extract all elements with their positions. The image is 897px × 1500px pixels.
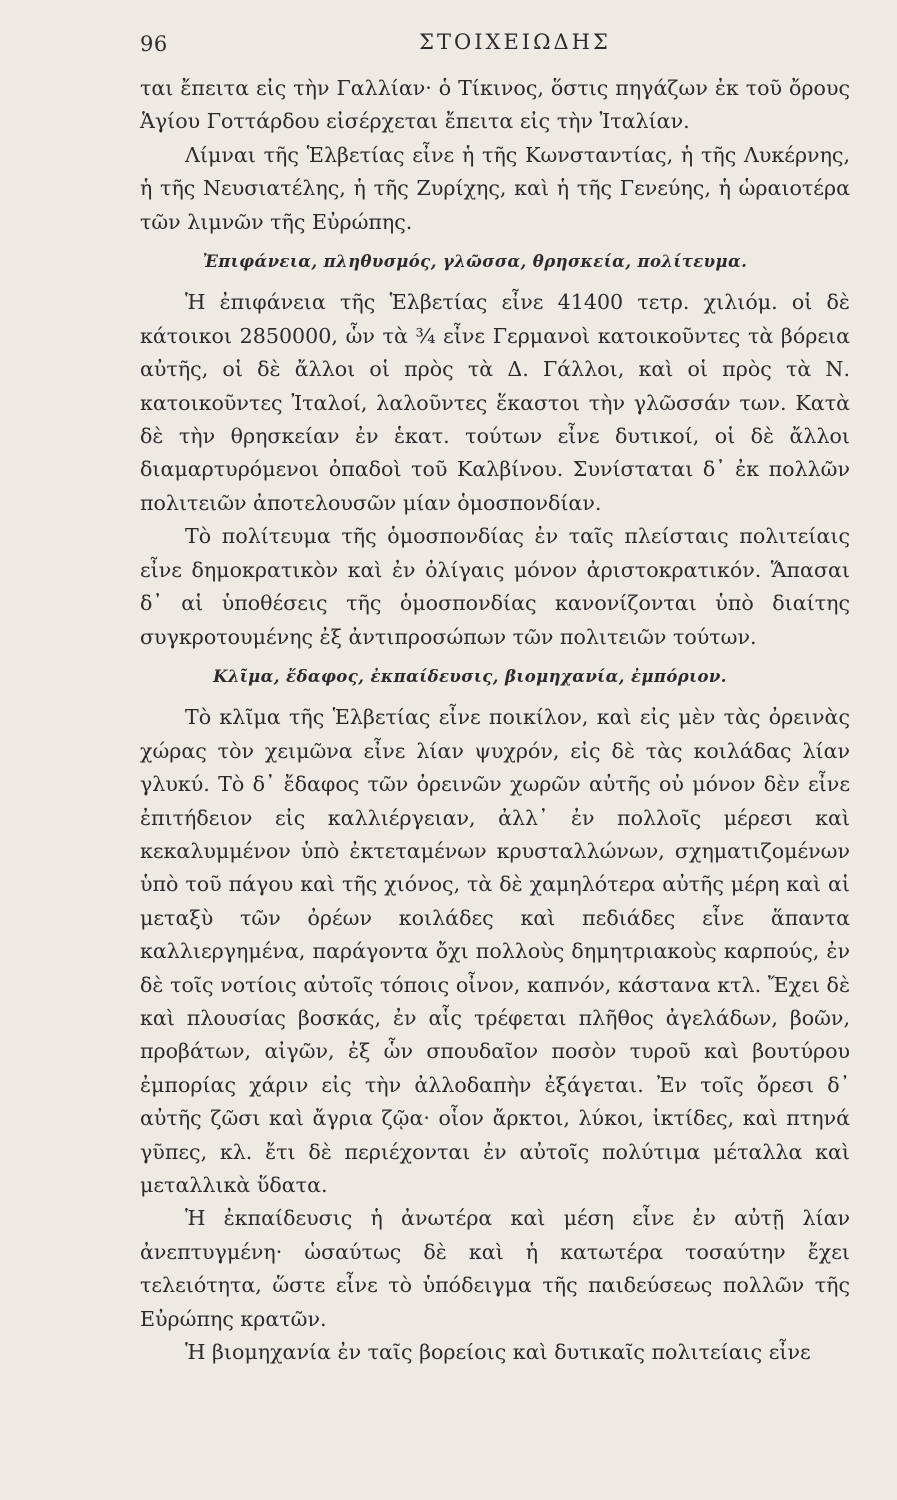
paragraph-population: Ἡ ἐπιφάνεια τῆς Ἑλβετίας εἶνε 41400 τετρ. χιλιόμ. οἱ δὲ κάτοικοι 2850000, ὧν τὰ ¾ εἶνε Γερμανοὶ κατοικοῦντες τὰ βόρεια αὐτῆς, οἱ δὲ ἄλλοι οἱ πρὸς τὰ Δ. Γάλλοι, καὶ οἱ πρὸς τὰ Ν. κατοικοῦντες Ἰταλοί, λαλοῦντες ἕκαστοι τὴν γλῶσσάν των. Κατὰ δὲ τὴν θρησκείαν ἐν ἑκατ. τούτων εἶνε δυτικοί, οἱ δὲ ἄλλοι διαμαρτυρόμενοι ὀπαδοὶ τοῦ Καλβίνου. Συνίσταται δ᾽ ἐκ πολλῶν πολιτειῶν ἀποτελουσῶν μίαν ὁμοσπονδίαν.: [140, 290, 850, 515]
running-title: ΣΤΟΙΧΕΙΩΔΗΣ: [419, 30, 611, 54]
paragraph-rivers-end: ται ἔπειτα εἰς τὴν Γαλλίαν· ὁ Τίκινος, ὅστις πηγάζων ἐκ τοῦ ὄρους Ἁγίου Γοττάρδου εἰσέρχεται ἔπειτα εἰς τὴν Ἰταλίαν.: [140, 76, 850, 134]
paragraph-lakes: Λίμναι τῆς Ἑλβετίας εἶνε ἡ τῆς Κωνσταντίας, ἡ τῆς Λυκέρνης, ἡ τῆς Νευσιατέλης, ἡ τῆς Ζυρίχης, καὶ ἡ τῆς Γενεύης, ἡ ὡραιοτέρα τῶν λιμνῶν τῆς Εὐρώπης.: [140, 142, 850, 234]
page-number: 96: [140, 32, 168, 56]
section-heading-climate: Κλῖμα, ἔδαφος, ἐκπαίδευσις, βιομηχανία, ἐμπόριον.: [213, 666, 727, 686]
page-body: [140, 72, 850, 1369]
running-head: [140, 30, 850, 64]
section-heading-surface: Ἐπιφάνεια, πληθυσμός, γλῶσσα, θρησκεία, πολίτευμα.: [202, 252, 748, 272]
paragraph-government: Τὸ πολίτευμα τῆς ὁμοσπονδίας ἐν ταῖς πλείσταις πολιτείαις εἶνε δημοκρατικὸν καὶ ἐν ὀλίγαις μόνον ἀριστοκρατικόν. Ἅπασαι δ᾽ αἱ ὑποθέσεις τῆς ὁμοσπονδίας κανονίζονται ὑπὸ διαίτης συγκροτουμένης ἐξ ἀντιπροσώπων τῶν πολιτειῶν τούτων.: [140, 524, 850, 649]
paragraph-climate: Τὸ κλῖμα τῆς Ἑλβετίας εἶνε ποικίλον, καὶ εἰς μὲν τὰς ὀρεινὰς χώρας τὸν χειμῶνα εἶνε λίαν ψυχρόν, εἰς δὲ τὰς κοιλάδας λίαν γλυκύ. Τὸ δ᾽ ἔδαφος τῶν ὀρεινῶν χωρῶν αὐτῆς οὐ μόνον δὲν εἶνε ἐπιτήδειον εἰς καλλιέργειαν, ἀλλ᾽ ἐν πολλοῖς μέρεσι καὶ κεκαλυμμένον ὑπὸ ἐκτεταμένων κρυσταλλώνων, σχηματιζομένων ὑπὸ τοῦ πάγου καὶ τῆς χιόνος, τὰ δὲ χαμηλότερα αὐτῆς μέρη καὶ αἱ μεταξὺ τῶν ὀρέων κοιλάδες καὶ πεδιάδες εἶνε ἅπαντα καλλιεργημένα, παράγοντα ὄχι πολλοὺς δημητριακοὺς καρπούς, ἐν δὲ τοῖς νοτίοις αὐτοῖς τόποις οἶνον, καπνόν, κάστανα κτλ. Ἔχει δὲ καὶ πλουσίας βοσκάς, ἐν αἷς τρέφεται πλῆθος ἀγελάδων, βοῶν, προβάτων, αἰγῶν, ἐξ ὧν σπουδαῖον ποσὸν τυροῦ καὶ βουτύρου ἐμπορίας χάριν εἰς τὴν ἀλλοδαπὴν ἐξάγεται. Ἐν τοῖς ὄρεσι δ᾽ αὐτῆς ζῶσι καὶ ἄγρια ζῷα· οἷον ἄρκτοι, λύκοι, ἰκτίδες, καὶ πτηνά γῦπες, κλ. ἔτι δὲ περιέχονται ἐν αὐτοῖς πολύτιμα μέταλλα καὶ μεταλλικὰ ὕδατα.: [140, 705, 850, 1197]
paragraph-education: Ἡ ἐκπαίδευσις ἡ ἀνωτέρα καὶ μέση εἶνε ἐν αὐτῇ λίαν ἀνεπτυγμένη· ὡσαύτως δὲ καὶ ἡ κατωτέρα τοσαύτην ἔχει τελειότητα, ὥστε εἶνε τὸ ὑπόδειγμα τῆς παιδεύσεως πολλῶν τῆς Εὐρώπης κρατῶν.: [140, 1206, 850, 1331]
paragraph-industry: Ἡ βιομηχανία ἐν ταῖς βορείοις καὶ δυτικαῖς πολιτείαις εἶνε: [185, 1340, 811, 1365]
